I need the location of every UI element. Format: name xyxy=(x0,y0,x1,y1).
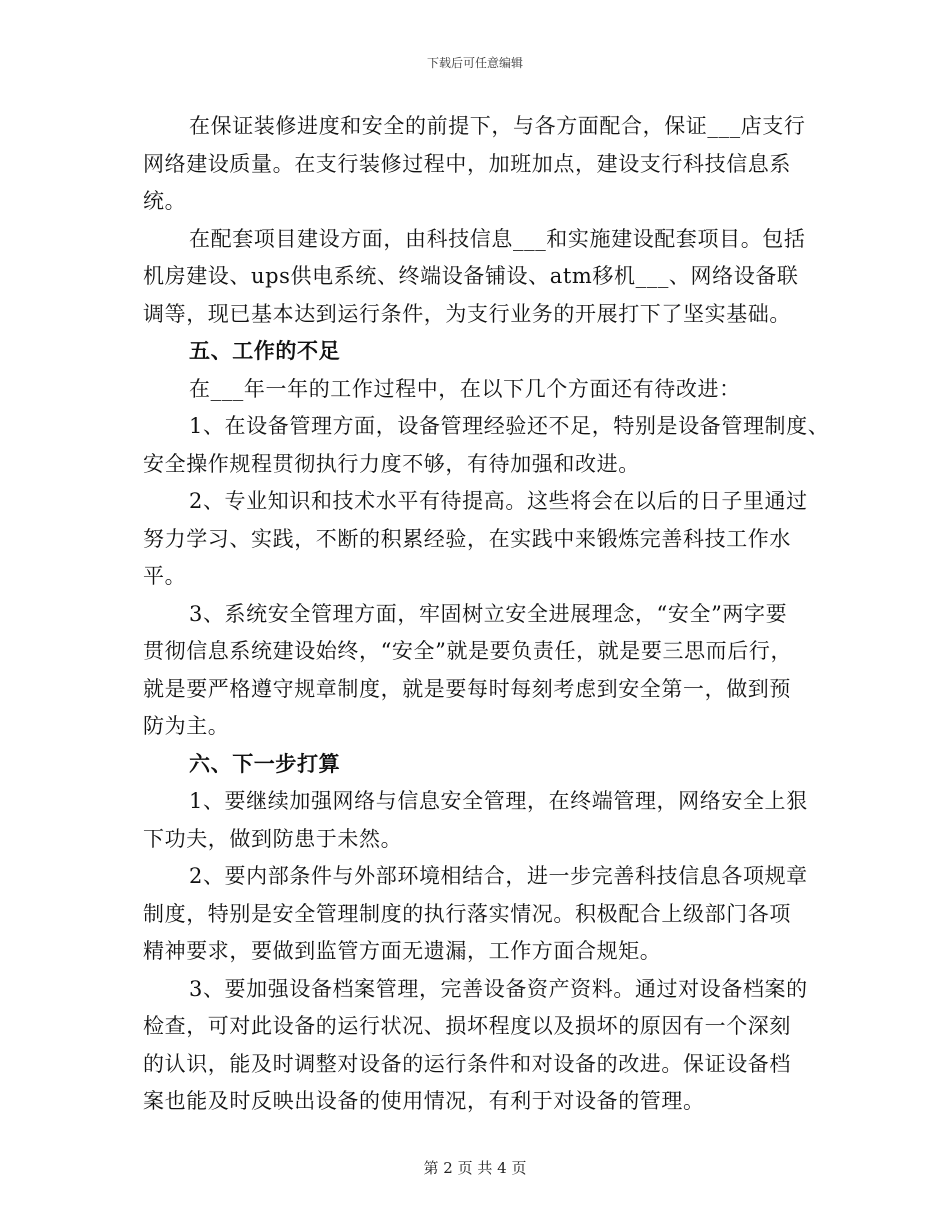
paragraph-line: 安全操作规程贯彻执行力度不够，有待加强和改进。 xyxy=(143,451,640,476)
document-body xyxy=(143,108,830,1121)
page-number: 第 2 页 共 4 页 xyxy=(423,1159,527,1177)
paragraph-line: 平。 xyxy=(143,564,187,588)
paragraph-line: 下功夫，做到防患于未然。 xyxy=(143,826,403,851)
paragraph-line: 案也能及时反映出设备的使用情况，有利于对设备的管理。 xyxy=(143,1089,705,1113)
paragraph-line: 在___年一年的工作过程中，在以下几个方面还有待改进： xyxy=(189,376,741,401)
paragraph-line: 1、要继续加强网络与信息安全管理，在终端管理，网络安全上狠 xyxy=(189,789,808,813)
paragraph-line: 统。 xyxy=(143,189,187,213)
paragraph-line: 贯彻信息系统建设始终，“安全”就是要负责任，就是要三思而后行， xyxy=(143,639,793,663)
paragraph-line: 防为主。 xyxy=(143,714,230,738)
paragraph-line: 在保证装修进度和安全的前提下，与各方面配合，保证___店支行 xyxy=(189,114,806,138)
paragraph-line: 努力学习、实践，不断的积累经验，在实践中来锻炼完善科技工作水 xyxy=(143,526,791,551)
section-heading: 五、工作的不足 xyxy=(189,339,341,363)
paragraph-line: 检查，可对此设备的运行状况、损坏程度以及损坏的原因有一个深刻 xyxy=(143,1014,791,1038)
paragraph-line: 网络建设质量。在支行装修过程中，加班加点，建设支行科技信息系 xyxy=(143,151,791,176)
paragraph-line: 3、系统安全管理方面，牢固树立安全进展理念，“安全”两字要 xyxy=(189,601,788,626)
paragraph-line: 2、专业知识和技术水平有待提高。这些将会在以后的日子里通过 xyxy=(189,489,808,513)
paragraph-line: 在配套项目建设方面，由科技信息___和实施建设配套项目。包括 xyxy=(189,226,806,251)
paragraph-line: 制度，特别是安全管理制度的执行落实情况。积极配合上级部门各项 xyxy=(143,901,791,926)
paragraph-line: 就是要严格遵守规章制度，就是要每时每刻考虑到安全第一，做到预 xyxy=(143,676,791,701)
paragraph-line: 的认识，能及时调整对设备的运行条件和对设备的改进。保证设备档 xyxy=(143,1051,791,1076)
paragraph-line: 机房建设、ups供电系统、终端设备铺设、atm移机___、网络设备联 xyxy=(143,264,799,288)
paragraph-line: 1、在设备管理方面，设备管理经验还不足，特别是设备管理制度、 xyxy=(189,414,830,438)
paragraph-line: 3、要加强设备档案管理，完善设备资产资料。通过对设备档案的 xyxy=(189,976,808,1001)
paragraph-line: 调等，现已基本达到运行条件，为支行业务的开展打下了坚实基础。 xyxy=(143,301,791,326)
paragraph-line: 精神要求，要做到监管方面无遗漏，工作方面合规矩。 xyxy=(143,939,662,963)
paragraph-line: 2、要内部条件与外部环境相结合，进一步完善科技信息各项规章 xyxy=(189,864,808,888)
header-note: 下载后可任意编辑 xyxy=(426,56,523,70)
section-heading: 六、下一步打算 xyxy=(189,751,341,776)
